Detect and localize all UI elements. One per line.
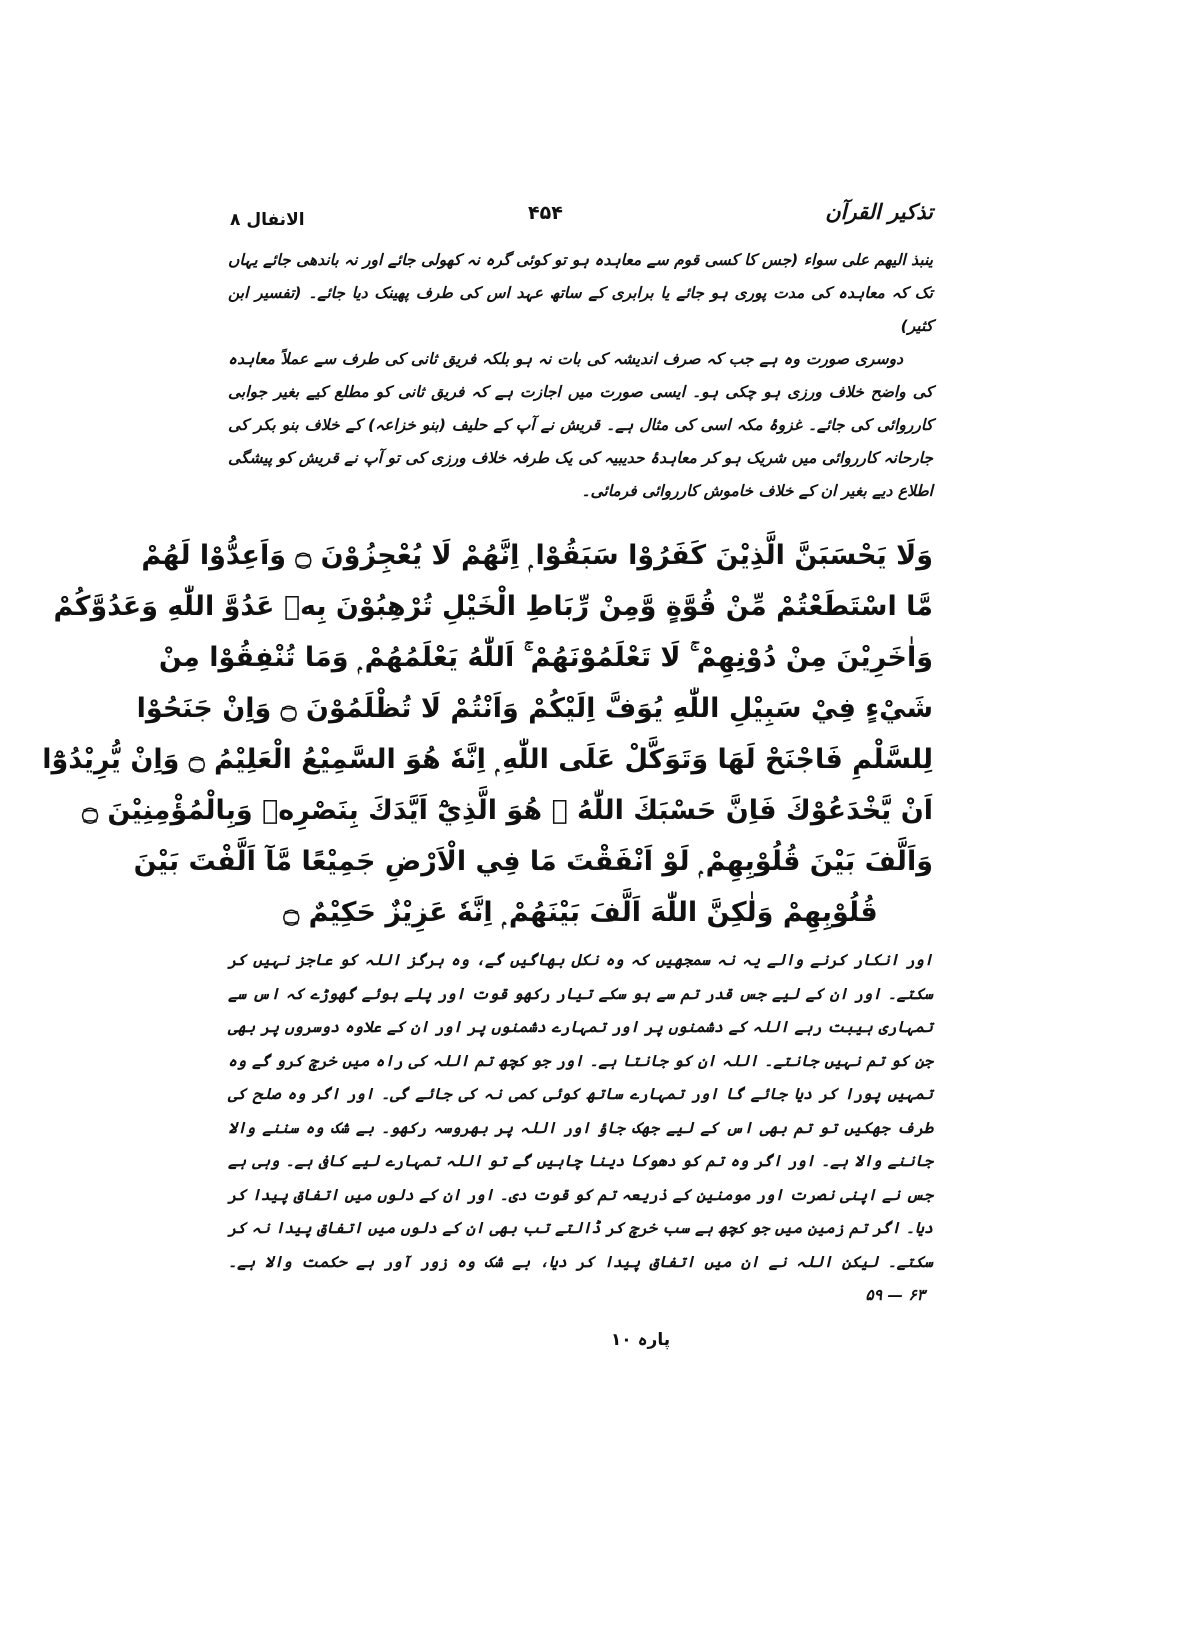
surah-heading [230,210,305,230]
book-title: تذکیر القرآن [825,200,933,224]
surah-name: الانفال [246,210,305,230]
verse-line: اَنْ يَّخْدَعُوْكَ فَاِنَّ حَسْبَكَ اللّٰهُ ۭ هُوَ الَّذِيْٓ اَيَّدَكَ بِنَصْرِهٖ وَبِالْمُؤْمِنِيْنَ ۝ [82,795,933,826]
page [42,200,933,1350]
surah-number: ۸ [230,210,241,230]
page-header [228,200,933,244]
verse-line: شَيْءٍ فِيْ سَبِيْلِ اللّٰهِ يُوَفَّ اِلَيْكُمْ وَاَنْتُمْ لَا تُظْلَمُوْنَ ۝ وَاِنْ جَنَحُوْا [136,693,933,724]
verse-line: وَلَا يَحْسَبَنَّ الَّذِيْنَ كَفَرُوْا سَبَقُوْا ۭ اِنَّهُمْ لَا يُعْجِزُوْنَ ۝ وَاَعِدُّوْا لَهُمْ [141,540,933,571]
verse-range: ۶۳ — ۵۹ [865,1286,925,1304]
page-footer [228,1329,933,1350]
translation-text: اور انکار کرنے والے یہ نہ سمجھیں کہ وہ نکل بھاگیں گے، وہ ہرگز اللہ کو عاجز نہیں کر سکتے۔ اور ان کے لیے جس قدر تم سے ہو سکے تیار رکھو قوت اور پلے ہوئے گھوڑے کہ اس سے تمہاری ہیبت رہے اللہ کے دشمنوں پر اور تمہارے دشمنوں پر اور ان کے علاوہ دوسروں پر بھی جن کو تم نہیں جانتے۔ اللہ ان کو جانتا ہے۔ اور جو کچھ تم اللہ کی راہ میں خرچ کرو گے وہ تمہیں پورا کر دیا جائے گا اور تمہارے ساتھ کوئی کمی نہ کی جائے گی۔ اور اگر وہ صلح کی طرف جھکیں تو تم بھی اس کے لیے جھک جاؤ اور اللہ پر بھروسہ رکھو۔ بے شک وہ سننے والا جاننے والا ہے۔ اور اگر وہ تم کو دھوکا دینا چاہیں گے تو اللہ تمہارے لیے کافی ہے۔ وہی ہے جس نے اپنی نصرت اور مومنین کے ذریعہ تم کو قوت دی۔ اور ان کے دلوں میں اتفاق پیدا کر دیا۔ اگر تم زمین میں جو کچھ ہے سب خرچ کر ڈالتے تب بھی ان کے دلوں میں اتفاق پیدا نہ کر سکتے۔ لیکن اللہ نے ان میں اتفاق پیدا کر دیا، بے شک وہ زور آور ہے حکمت والا ہے۔ [228,951,933,1271]
translation-paragraph [228,944,933,1313]
page-number: ۴۵۴ [528,202,563,224]
para-label: پارہ [637,1329,671,1350]
commentary-paragraph: ینبذ الیھم علی سواء (جس کا کسی قوم سے معاہدہ ہو تو کوئی گرہ نہ کھولی جائے اور نہ باندھی جائے یہاں تک کہ معاہدہ کی مدت پوری ہو جائے یا برابری کے ساتھ عہد اس کی طرف پھینک دیا جائے۔ (تفسیر ابن کثیر) [228,251,933,335]
commentary-paragraph: دوسری صورت وہ ہے جب کہ صرف اندیشہ کی بات نہ ہو بلکہ فریق ثانی کی طرف سے عملاً معاہدہ کی واضح خلاف ورزی ہو چکی ہو۔ ایسی صورت میں اجازت ہے کہ فریق ثانی کو مطلع کیے بغیر جوابی کارروائی کی جائے۔ غزوۂ مکہ اسی کی مثال ہے۔ قریش نے آپ کے حلیف (بنو خزاعہ) کے خلاف بنو بکر کی جارحانہ کارروائی میں شریک ہو کر معاہدۂ حدیبیہ کی یک طرفہ خلاف ورزی کی تو آپ نے قریش کو پیشگی اطلاع دیے بغیر ان کے خلاف خاموش کارروائی فرمائی۔ [228,350,933,500]
quran-verses [42,530,933,938]
commentary [228,244,933,508]
translation [228,944,933,1313]
verse-line: وَاٰخَرِيْنَ مِنْ دُوْنِهِمْ ۚ لَا تَعْلَمُوْنَهُمْ ۚ اَللّٰهُ يَعْلَمُهُمْ ۭ وَمَا تُنْفِقُوْا مِنْ [158,642,933,673]
verse-line: وَاَلَّفَ بَيْنَ قُلُوْبِهِمْ ۭ لَوْ اَنْفَقْتَ مَا فِي الْاَرْضِ جَمِيْعًا مَّآ اَلَّفْتَ بَيْنَ [133,846,933,877]
verse-line: قُلُوْبِهِمْ وَلٰكِنَّ اللّٰهَ اَلَّفَ بَيْنَهُمْ ۭ اِنَّهٗ عَزِيْزٌ حَكِيْمٌ ۝ [283,897,878,928]
para-number: ۱۰ [610,1329,632,1350]
verse-line: مَّا اسْتَطَعْتُمْ مِّنْ قُوَّةٍ وَّمِنْ رِّبَاطِ الْخَيْلِ تُرْهِبُوْنَ بِهٖ عَدُوَّ اللّٰهِ وَعَدُوَّكُمْ [53,591,933,622]
verse-line: لِلسَّلْمِ فَاجْنَحْ لَهَا وَتَوَكَّلْ عَلَى اللّٰهِ ۭ اِنَّهٗ هُوَ السَّمِيْعُ الْعَلِيْمُ ۝ وَاِنْ يُّرِيْدُوْٓا [42,744,933,775]
